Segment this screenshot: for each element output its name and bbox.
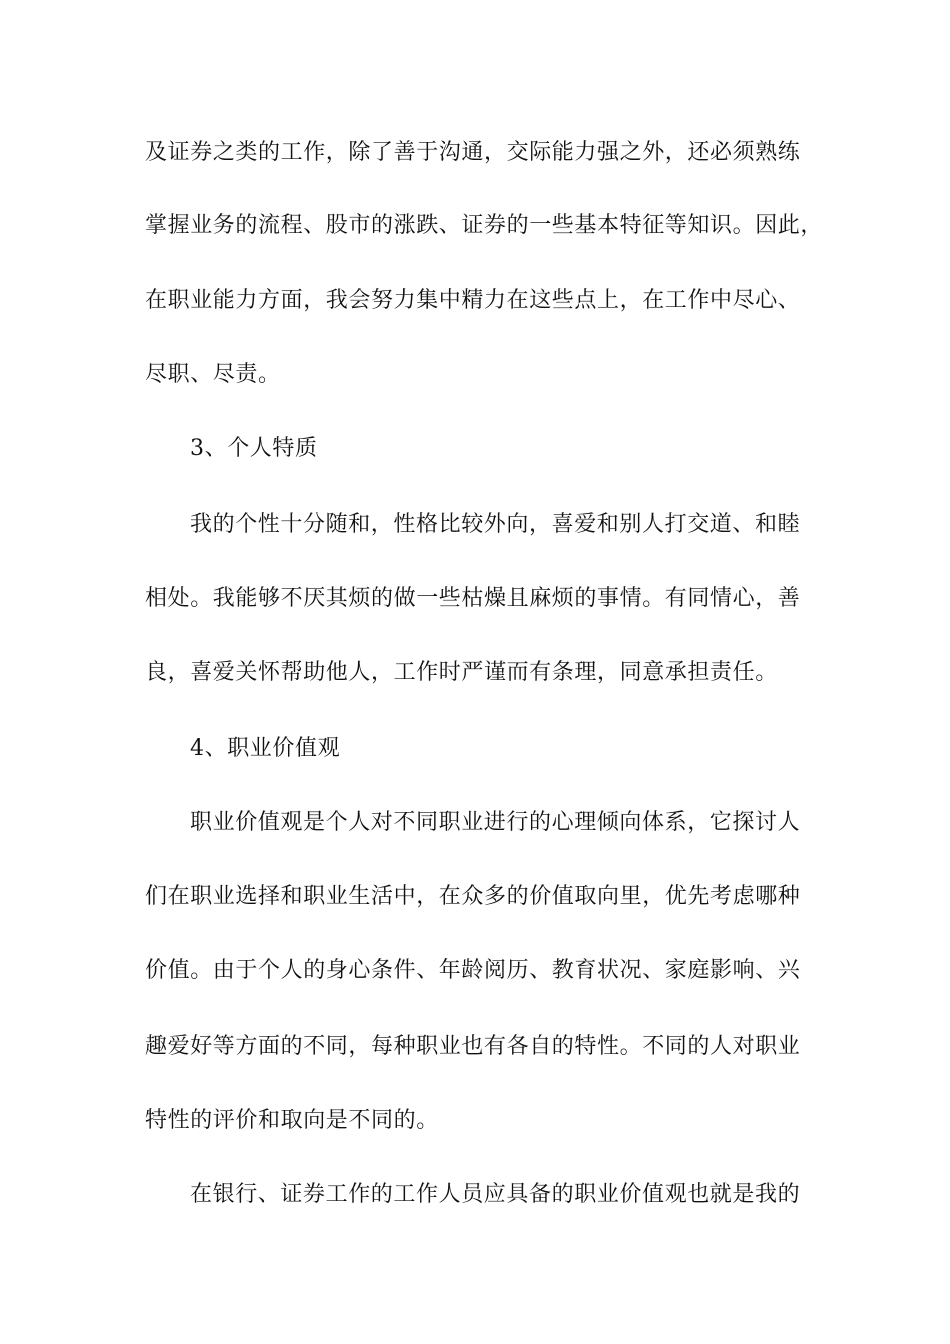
paragraph-line: 及证券之类的工作，除了善于沟通，交际能力强之外，还必须熟练 [145,140,801,165]
paragraph-line: 我的个性十分随和，性格比较外向，喜爱和别人打交道、和睦 [190,512,801,537]
paragraph-line: 在银行、证券工作的工作人员应具备的职业价值观也就是我的 [190,1182,801,1207]
paragraph-line: 相处。我能够不厌其烦的做一些枯燥且麻烦的事情。有同情心，善 [145,586,801,611]
paragraph-line: 特性的评价和取向是不同的。 [145,1108,439,1133]
paragraph-line: 尽职、尽责。 [145,362,281,387]
paragraph-line: 趣爱好等方面的不同，每种职业也有各自的特性。不同的人对职业 [145,1034,801,1059]
paragraph-line: 在职业能力方面，我会努力集中精力在这些点上，在工作中尽心、 [145,288,801,313]
section-heading: 4、职业价值观 [190,736,341,761]
paragraph-line: 职业价值观是个人对不同职业进行的心理倾向体系，它探讨人 [190,810,801,835]
paragraph-line: 良，喜爱关怀帮助他人，工作时严谨而有条理，同意承担责任。 [145,660,778,685]
paragraph-line: 们在职业选择和职业生活中，在众多的价值取向里，优先考虑哪种 [145,884,801,909]
section-heading: 3、个人特质 [190,436,318,461]
paragraph-line: 掌握业务的流程、股市的涨跌、证券的一些基本特征等知识。因此， [145,213,824,238]
paragraph-line: 价值。由于个人的身心条件、年龄阅历、教育状况、家庭影响、兴 [145,958,801,983]
